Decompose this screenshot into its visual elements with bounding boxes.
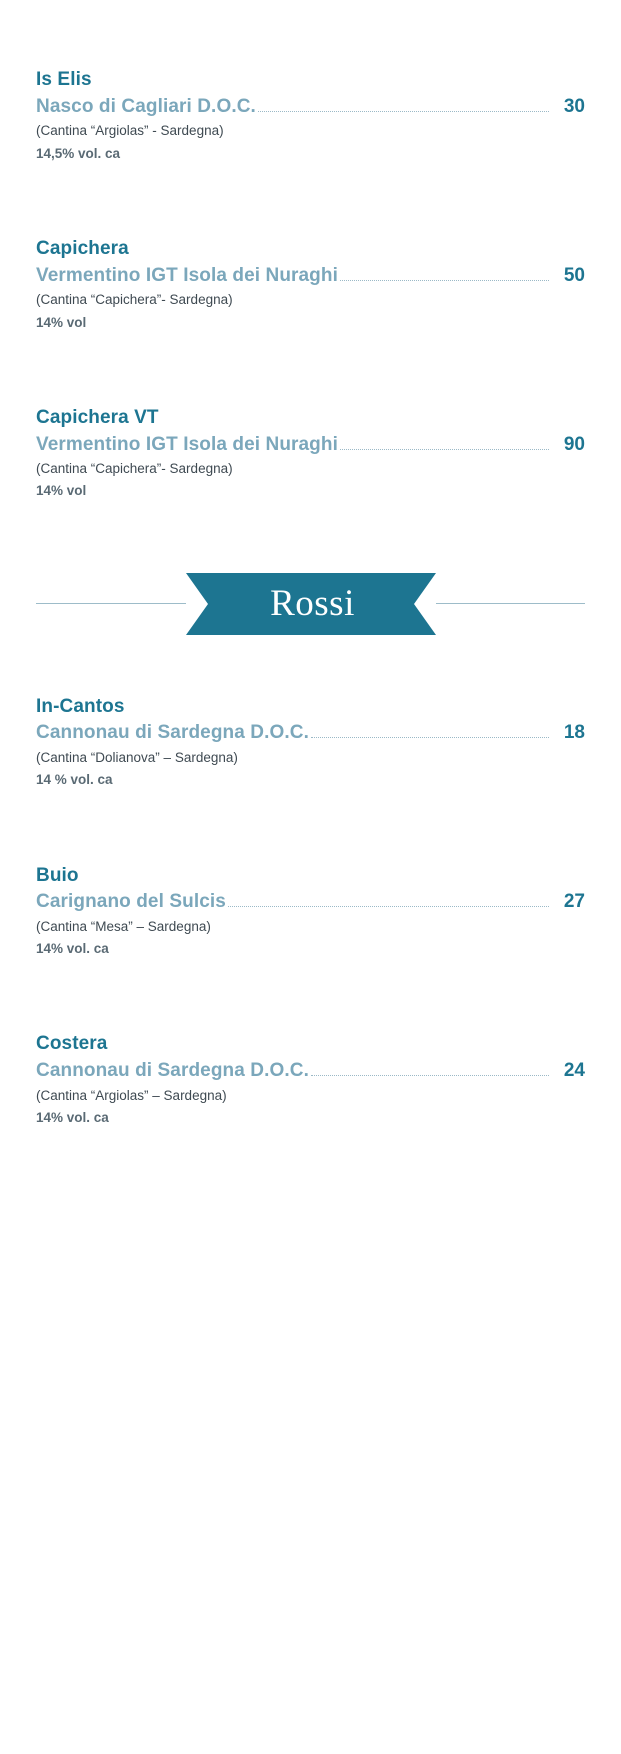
wine-cellar: (Cantina “Argiolas” - Sardegna) [36, 123, 224, 139]
wine-price: 90 [563, 433, 585, 455]
wine-entry [36, 68, 585, 163]
wine-alcohol: 14 % vol. ca [36, 772, 113, 788]
wine-cellar: (Cantina “Argiolas” – Sardegna) [36, 1087, 227, 1103]
wine-alcohol: 14% vol. ca [36, 941, 109, 957]
wine-name: Costera [36, 1033, 108, 1055]
spacer [36, 501, 585, 569]
wine-description: Carignano del Sulcis [36, 891, 226, 913]
spacer [36, 639, 585, 695]
wine-cellar: (Cantina “Dolianova” – Sardegna) [36, 750, 238, 766]
leader-dots [340, 279, 549, 281]
spacer [36, 790, 585, 864]
wine-description-row [36, 433, 585, 458]
wine-entry [36, 237, 585, 332]
wine-alcohol: 14% vol [36, 483, 87, 499]
spacer [36, 163, 585, 237]
wine-entry [36, 695, 585, 790]
wine-description-row [36, 264, 585, 289]
wine-alcohol: 14,5% vol. ca [36, 145, 121, 161]
leader-dots [340, 448, 549, 450]
wine-description: Vermentino IGT Isola dei Nuraghi [36, 264, 338, 286]
leader-dots [311, 736, 549, 738]
spacer [36, 958, 585, 1032]
wine-description: Vermentino IGT Isola dei Nuraghi [36, 433, 338, 455]
wine-price: 18 [563, 722, 585, 744]
wine-price: 27 [563, 891, 585, 913]
wine-description: Nasco di Cagliari D.O.C. [36, 95, 256, 117]
wine-entry [36, 864, 585, 959]
divider-rule-right [436, 603, 586, 605]
leader-dots [228, 905, 549, 907]
wine-alcohol: 14% vol. ca [36, 1110, 109, 1126]
wine-description: Cannonau di Sardegna D.O.C. [36, 722, 309, 744]
wine-cellar: (Cantina “Capichera”- Sardegna) [36, 292, 233, 308]
wine-description-row [36, 1059, 585, 1084]
wine-description-row [36, 890, 585, 915]
wine-name: Capichera [36, 237, 129, 259]
wine-price: 30 [563, 95, 585, 117]
wine-alcohol: 14% vol [36, 314, 87, 330]
wine-description-row [36, 721, 585, 746]
wine-name: In-Cantos [36, 695, 125, 717]
wine-entry [36, 406, 585, 501]
spacer [36, 332, 585, 406]
wine-description-row [36, 95, 585, 120]
wine-description: Cannonau di Sardegna D.O.C. [36, 1060, 309, 1082]
leader-dots [311, 1074, 549, 1076]
wine-price: 24 [563, 1060, 585, 1082]
wine-price: 50 [563, 264, 585, 286]
wine-name: Capichera VT [36, 406, 159, 428]
section-heading: Rossi [270, 583, 355, 625]
leader-dots [258, 110, 549, 112]
wine-name: Is Elis [36, 69, 92, 90]
wine-entry [36, 1032, 585, 1127]
wine-cellar: (Cantina “Capichera”- Sardegna) [36, 461, 233, 477]
divider-rule-left [36, 603, 186, 605]
section-divider-rossi [36, 569, 585, 639]
wine-cellar: (Cantina “Mesa” – Sardegna) [36, 918, 211, 934]
wine-name: Buio [36, 864, 79, 886]
section-ribbon [186, 573, 436, 635]
